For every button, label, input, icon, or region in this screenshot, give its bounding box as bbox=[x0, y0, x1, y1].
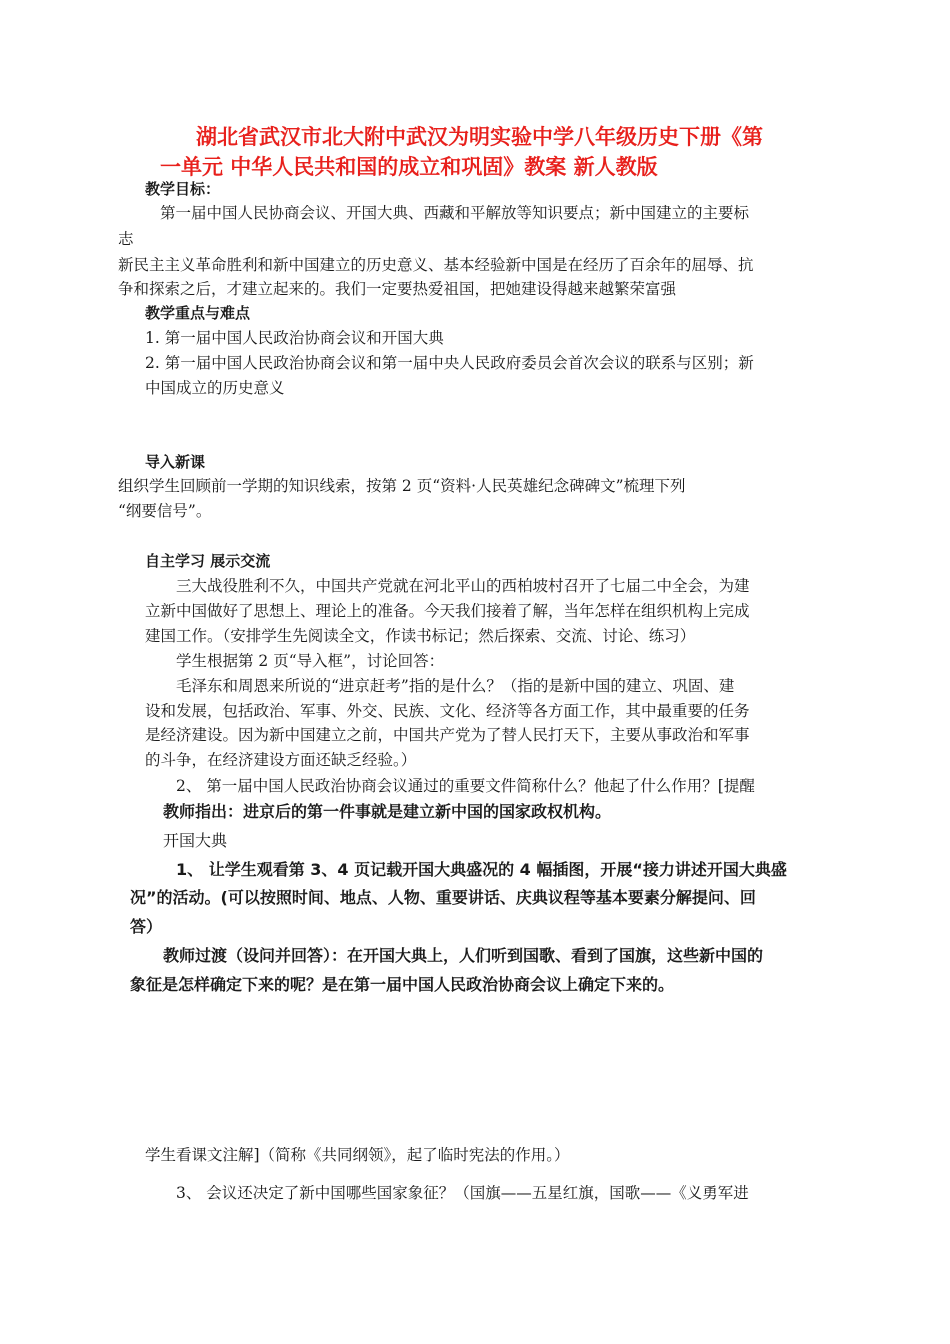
scan-line: 1、 让学生观看第 3、4 页记载开国大典盛况的 4 幅插图，开展“接力讲述开国大典盛 bbox=[176, 860, 787, 879]
opening-ceremony-heading: 开国大典 bbox=[163, 831, 228, 850]
self-study-line: 毛泽东和周恩来所说的“进京赶考”指的是什么？（指的是新中国的建立、巩固、建 bbox=[176, 677, 735, 695]
title-line-2: 一单元 中华人民共和国的成立和巩固》教案 新人教版 bbox=[160, 155, 658, 179]
self-study-line: 三大战役胜利不久，中国共产党就在河北平山的西柏坡村召开了七届二中全会，为建 bbox=[176, 577, 750, 595]
self-study-line: 2、 第一届中国人民政治协商会议通过的重要文件简称什么？他起了什么作用？[提醒 bbox=[176, 777, 755, 795]
scan-line: 答） bbox=[130, 917, 163, 936]
document-title bbox=[160, 122, 820, 182]
intro-line: 组织学生回顾前一学期的知识线索，按第 2 页“资料·人民英雄纪念碑碑文”梳理下列 bbox=[118, 477, 686, 495]
objectives-line: 志 bbox=[118, 230, 134, 248]
self-study-line: 设和发展，包括政治、军事、外交、民族、文化、经济等各方面工作，其中最重要的任务 bbox=[145, 702, 750, 720]
title-line-1: 湖北省武汉市北大附中武汉为明实验中学八年级历史下册《第 bbox=[196, 125, 763, 149]
scan-line: 象征是怎样确定下来的呢？是在第一届中国人民政治协商会议上确定下来的。 bbox=[130, 975, 675, 994]
key-point-item: 中国成立的历史意义 bbox=[145, 379, 285, 397]
key-point-item: 2. 第一届中国人民政治协商会议和第一届中央人民政府委员会首次会议的联系与区别；新 bbox=[145, 354, 754, 372]
scan-line: 况”的活动。(可以按照时间、地点、人物、重要讲话、庆典议程等基本要素分解提问、回 bbox=[130, 888, 756, 907]
intro-heading: 导入新课 bbox=[145, 453, 206, 471]
key-points-heading: 教学重点与难点 bbox=[145, 304, 251, 322]
self-study-line: 是经济建设。因为新中国建立之前，中国共产党为了替人民打天下，主要从事政治和军事 bbox=[145, 726, 750, 744]
objectives-heading: 教学目标： bbox=[145, 180, 221, 198]
key-point-item: 1. 第一届中国人民政治协商会议和开国大典 bbox=[145, 329, 444, 347]
scan-line: 教师指出：进京后的第一件事就是建立新中国的国家政权机构。 bbox=[163, 802, 612, 821]
self-study-line: 立新中国做好了思想上、理论上的准备。今天我们接着了解，当年怎样在组织机构上完成 bbox=[145, 602, 750, 620]
tail-line: 3、 会议还决定了新中国哪些国家象征？（国旗——五星红旗，国歌——《义勇军进 bbox=[176, 1184, 749, 1202]
self-study-line: 建国工作。（安排学生先阅读全文，作读书标记；然后探索、交流、讨论、练习） bbox=[145, 627, 696, 645]
self-study-heading: 自主学习 展示交流 bbox=[145, 552, 271, 570]
objectives-line: 新民主主义革命胜利和新中国建立的历史意义、基本经验新中国是在经历了百余年的屈辱、抗 bbox=[118, 256, 754, 274]
intro-line: “纲要信号”。 bbox=[118, 502, 212, 520]
self-study-line: 学生根据第 2 页“导入框”，讨论回答： bbox=[176, 652, 445, 670]
scan-line: 教师过渡（设问并回答）：在开国大典上，人们听到国歌、看到了国旗，这些新中国的 bbox=[163, 946, 764, 965]
self-study-line: 的斗争，在经济建设方面还缺乏经验。） bbox=[145, 751, 417, 769]
objectives-line: 争和探索之后，才建立起来的。我们一定要热爱祖国，把她建设得越来越繁荣富强 bbox=[118, 280, 677, 298]
objectives-line: 第一届中国人民协商会议、开国大典、西藏和平解放等知识要点；新中国建立的主要标 bbox=[160, 204, 750, 222]
tail-line: 学生看课文注解]（简称《共同纲领》，起了临时宪法的作用。） bbox=[145, 1146, 570, 1164]
